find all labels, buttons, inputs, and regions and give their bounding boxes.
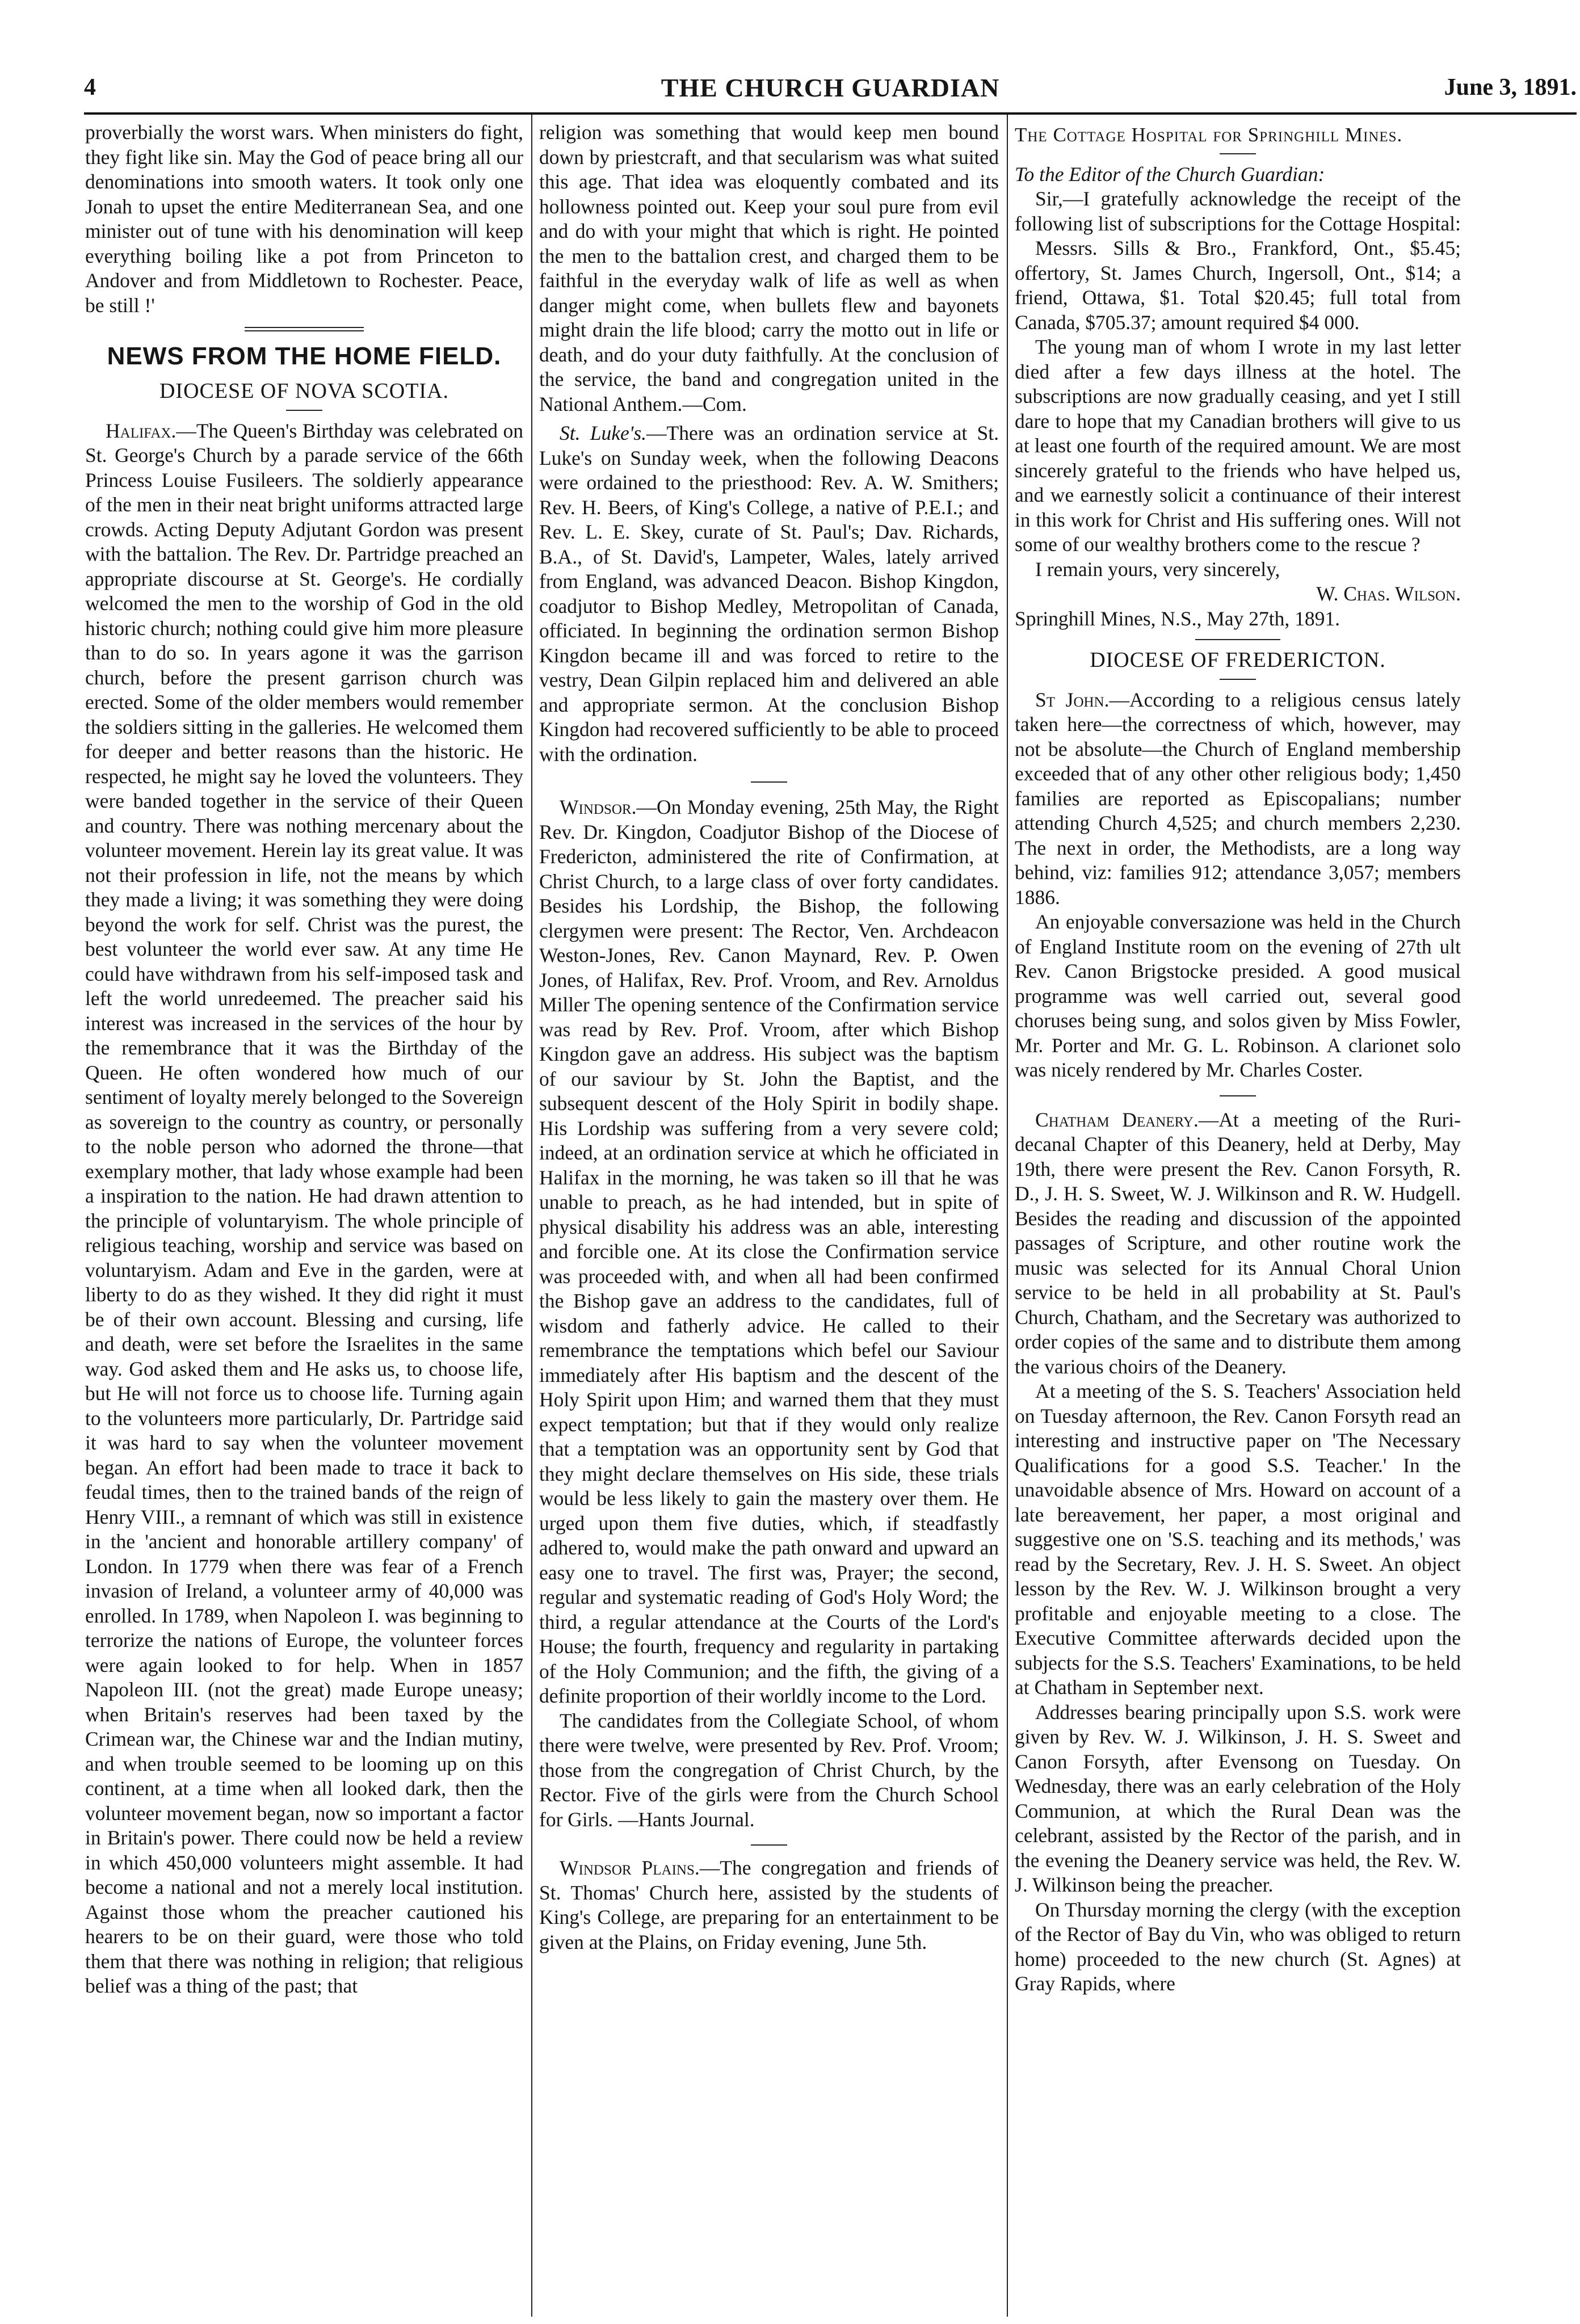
page-header [84, 74, 1577, 108]
diocese-heading: DIOCESE OF NOVA SCOTIA. [159, 379, 449, 403]
article-paragraph: At a meeting of the S. S. Teachers' Association held on Tuesday afternoon, the Rev. Canon Forsyth read an interesting and instructive paper on 'The Necessary Qualifications for a good S.S. Teacher.' In the unavoidable absence of Mrs. Howard on account of a late bereavement, her paper, a most original and suggestive one on 'S.S. teaching and its methods,' was read by the Secretary, Rev. J. H. S. Sweet. An object lesson by the Rev. W. J. Wilkinson brought a very profitable and enjoyable meeting to a close. The Executive Committee afterwards decided upon the subjects for the S.S. Teachers' Examinations, to be held at Chatham in September next. [1015, 1380, 1461, 1699]
section-heading: NEWS FROM THE HOME FIELD. [107, 342, 502, 370]
letter-closing: I remain yours, very sincerely, [1035, 557, 1280, 581]
short-rule [1220, 1095, 1256, 1096]
article-windsor [539, 795, 999, 1709]
article-body: —The congregation and friends of St. Thomas' Church here, assisted by the students of King's College, are preparing for an entertainment to be given at the Plains, on Friday evening, June 5th. [539, 1856, 999, 1953]
short-rule [1220, 153, 1256, 154]
letter-paragraph: Sir,—I gratefully acknowledge the receipt of the following list of subscriptions for the Cottage Hospital: [1015, 187, 1461, 235]
short-rule [751, 781, 787, 783]
short-rule [286, 410, 322, 411]
letter-signature: W. Chas. Wilson. [1316, 582, 1461, 605]
article-halifax [85, 419, 523, 1999]
article-lead: St John. [1035, 688, 1110, 711]
article-lead: Windsor Plains. [560, 1856, 700, 1879]
article-body: —The Queen's Birthday was celebrated on St. George's Church by a parade service of the 66th Princess Louise Fusileers. The soldierly appearance of the men in their neat bright uniforms attracted large crowds. Acting Deputy Adjutant Gordon was present with the battalion. The Rev. Dr. Partridge preached an appropriate discourse at St. George's. He cordially welcomed the men to the worship of God in the old historic church; nothing could give him more pleasure than to do so. In years agone it was the garrison church, before the present garrison church was erected. Some of the older members would remember the soldiers sitting in the galleries. He welcomed them for deeper and better reasons than the historic. He respected, he might say he loved the volunteers. They were banded together in the service of their Queen and country. There was nothing mercenary about the volunteer movement. Herein lay its great value. It was not their profession in life, not the means by which they made a living; it was something they were doing beyond the work for self. Christ was the purest, the best volunteer the world ever saw. At any time He could have withdrawn from his self-imposed task and left the world unredeemed. The preacher said his interest was increased in the services of the hour by the remembrance that it was the Birthday of the Queen. He often wondered how much of our sentiment of loyalty merely belonged to the Sovereign as sovereign to the country as country, or personally to the noble person who adorned the throne—that exemplary mother, that lady whose example had been a inspiration to the nation. He had drawn attention to the principle of voluntaryism. The whole principle of religious teaching, worship and service was based on voluntaryism. Adam and Eve in the garden, were at liberty to do as they wished. It they did right it must be of their own account. Blessing and cursing, life and death, were set before the Israelites in the same way. God asked them and He asks us, to choose life, but He will not force us to choose life. Turning again to the volunteers more particularly, Dr. Partridge said it was hard to say when the volunteer movement began. An effort had been made to trace it back to feudal times, then to the trained bands of the reign of Henry VIII., a remnant of which was still in existence in the 'ancient and honorable artillery company' of London. In 1779 when there was fear of a French invasion of Ireland, a volunteer army of 40,000 was enrolled. In 1789, when Napoleon I. was beginning to terrorize the nations of Europe, the volunteer forces were again looked to for help. When in 1857 Napoleon III. (not the great) made Europe uneasy; when Britain's reserves had been taxed by the Crimean war, the Chinese war and the Indian mutiny, and when trouble seemed to be looming up on this continent, at a time when all looked dark, then the volunteer movement began, now so important a factor in Britain's power. There could now be held a review in which 450,000 volunteers might assemble. It had become a national and not a merely local institution. Against those whom the preacher cautioned his hearers to be on their guard, were those who told them that there was nothing in religion; that religious belief was a thing of the past; that [85, 419, 523, 1997]
article-lead: Windsor. [560, 796, 637, 818]
column-1 [85, 120, 523, 2311]
issue-date: June 3, 1891. [1444, 74, 1577, 100]
article-continuation: religion was something that would keep men bound down by priestcraft, and that secularism was what suited this age. That idea was eloquently combated and its hollowness pointed out. Keep your soul pure from evil and do with your might that which is right. He pointed the men to the battalion crest, and charged them to be faithful in the everyday walk of life as well as when danger might come, when bullets flew and bayonets might drain the life blood; carry the motto out in life or death, and do your duty faithfully. At the conclusion of the service, the band and congregation united in the National Anthem.—Com. [539, 121, 999, 415]
section-rule [245, 330, 364, 331]
column-divider [531, 115, 532, 2317]
page-number: 4 [84, 74, 96, 100]
column-2 [539, 120, 999, 2311]
article-body: —According to a religious census lately taken here—the correctness of which, however, may not be absolute—the Church of England membership exceeded that of any other other religious body; 1,450 families are reported as Episcopalians; number attending Church 4,525; and church members 2,230. The next in order, the Methodists, are a long way behind, viz: families 912; attendance 3,057; members 1886. [1015, 688, 1461, 909]
article-st-lukes [539, 421, 999, 767]
short-rule [751, 1844, 787, 1846]
article-lead: Halifax. [106, 419, 177, 442]
diocese-heading: DIOCESE OF FREDERICTON. [1090, 648, 1386, 672]
article-body: —On Monday evening, 25th May, the Right Rev. Dr. Kingdon, Coadjutor Bishop of the Diocese of Fredericton, administered the rite of Confirmation, at Christ Church, to a large class of over forty candidates. Besides his Lordship, the Bishop, the following clergymen were present: The Rector, Ven. Archdeacon Weston-Jones, Rev. Canon Maynard, Rev. P. Owen Jones, of Halifax, Rev. Prof. Vroom, and Rev. Arnoldus Miller The opening sentence of the Confirmation service was read by Rev. Prof. Vroom, after which Bishop Kingdon gave an address. His subject was the baptism of our saviour by St. John the Baptist, and the subsequent descent of the Holy Spirit in bodily shape. His Lordship was suffering from a very severe cold; indeed, at an ordination service at which he officiated in Halifax in the morning, he was taken so ill that he was unable to preach, as he had intended, but in spite of physical disability his address was an able, interesting and forcible one. At its close the Confirmation service was proceeded with, and when all had been confirmed the Bishop gave an address to the candidates, full of wisdom and fatherly advice. He called to their remembrance the temptations which befel our Saviour immediately after His baptism and the descent of the Holy Spirit upon Him; and warned them that they must expect temptation; but that if they would only realize that a temptation was an opportunity sent by God that they might declare themselves on His side, these trials would be less likely to gain the mastery over them. He urged upon them five duties, which, if steadfastly adhered to, would make the path onward and upward an easy one to travel. The first was, Prayer; the second, regular and systematic reading of God's Holy Word; the third, a regular attendance at the Courts of the Lord's House; the fourth, frequency and regularity in partaking of the Holy Communion; and the fifth, the giving of a definite proportion of their worldly income to the Lord. [539, 796, 999, 1707]
letter-paragraph: The young man of whom I wrote in my last letter died after a few days illness at the hotel. The subscriptions are now gradually ceasing, and yet I still dare to hope that my Canadian brothers will give to us at least one fourth of the required amount. We are most sincerely grateful to the friends who have helped us, and we earnestly solicit a continuance of their interest in this work for Christ and His suffering ones. Will not some of our wealthy brothers come to the rescue ? [1015, 335, 1461, 556]
article-paragraph: Addresses bearing principally upon S.S. work were given by Rev. W. J. Wilkinson, J. H. S. Sweet and Canon Forsyth, after Evensong on Tuesday. On Wednesday, there was an early celebration of the Holy Communion, at which the Rural Dean was the celebrant, assisted by the Rector of the parish, and in the evening the Deanery service was held, the Rev. W. J. Wilkinson being the preacher. [1015, 1700, 1461, 1896]
article-paragraph: On Thursday morning the clergy (with the exception of the Rector of Bay du Vin, who was obliged to return home) proceeded to the new church (St. Agnes) at Gray Rapids, where [1015, 1898, 1461, 1995]
article-body: —At a meeting of the Ruri-decanal Chapter of this Deanery, held at Derby, May 19th, there were present the Rev. Canon Forsyth, R. D., J. H. S. Sweet, W. J. Wilkinson and R. W. Hudgell. Besides the reading and discussion of the appointed passages of Scripture, and other routine work the music was selected for its Annual Choral Union service to be held in all probability at St. Paul's Church, Chatham, and the Secretary was authorized to order copies of the same and to distribute them among the various choirs of the Deanery. [1015, 1108, 1461, 1378]
letter-heading: The Cottage Hospital for Springhill Mines. [1015, 124, 1403, 146]
masthead-title: THE CHURCH GUARDIAN [661, 73, 1000, 102]
article-lead: St. Luke's. [560, 422, 647, 444]
article-lead: Chatham Deanery. [1035, 1108, 1199, 1131]
letter-paragraph: Messrs. Sills & Bro., Frankford, Ont., $5.45; offertory, St. James Church, Ingersoll, Ont., $14; a friend, Ottawa, $1. Total $20.45; full total from Canada, $705.37; amount required $4 000. [1015, 237, 1461, 334]
column-divider [1007, 115, 1008, 2317]
column-3 [1015, 120, 1461, 2311]
short-rule [1195, 639, 1280, 640]
short-rule [1220, 679, 1256, 680]
header-rule [84, 112, 1577, 115]
article-windsor-plains [539, 1856, 999, 1955]
article-chatham [1015, 1108, 1461, 1380]
section-rule [245, 327, 364, 328]
article-st-john [1015, 688, 1461, 910]
article-body: —There was an ordination service at St. Luke's on Sunday week, when the following Deacons were ordained to the priesthood: Rev. A. W. Smithers; Rev. H. Beers, of King's College, a native of P.E.I.; and Rev. L. E. Skey, curate of St. Paul's; Dav. Richards, B.A., of St. David's, Lampeter, Wales, lately arrived from England, was advanced Deacon. Bishop Kingdon, coadjutor to Bishop Medley, Metropolitan of Canada, officiated. In beginning the ordination sermon Bishop Kingdon became ill and was forced to retire to the vestry, Dean Gilpin replaced him and delivered an able and appropriate sermon. At the conclusion Bishop Kingdon had recovered sufficiently to be able to proceed with the ordination. [539, 422, 999, 766]
letter-salutation-line: To the Editor of the Church Guardian: [1015, 162, 1325, 186]
article-windsor-cont: The candidates from the Collegiate School, of whom there were twelve, were presented by Rev. Prof. Vroom; those from the congregation of Christ Church, by the Rector. Five of the girls were from the Church School for Girls. —Hants Journal. [539, 1709, 999, 1831]
article-continuation: proverbially the worst wars. When ministers do fight, they fight like sin. May the God of peace bring all our denominations into smooth waters. It took only one Jonah to upset the entire Mediterranean Sea, and one minister out of tune with his denomination will keep everything boiling like a pot from Princeton to Andover and from Middletown to Rochester. Peace, be still !' [85, 121, 523, 317]
article-paragraph: An enjoyable conversazione was held in the Church of England Institute room on the evening of 27th ult Rev. Canon Brigstocke presided. A good musical programme was well carried out, several good choruses being sung, and solos given by Miss Fowler, Mr. Porter and Mr. G. L. Robinson. A clarionet solo was nicely rendered by Mr. Charles Coster. [1015, 910, 1461, 1081]
letter-place-date: Springhill Mines, N.S., May 27th, 1891. [1015, 607, 1340, 630]
